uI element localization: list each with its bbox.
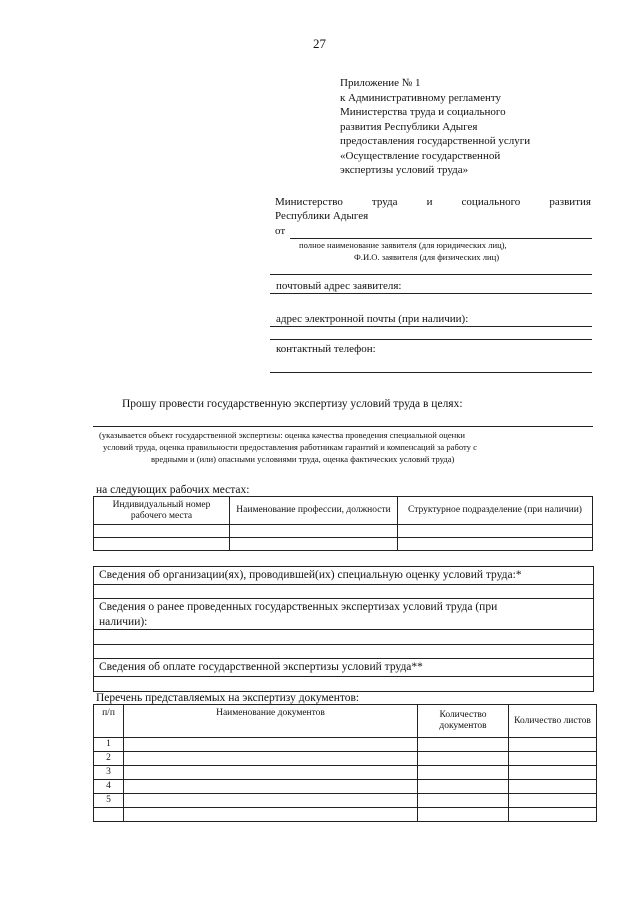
applicant-hint: полное наименование заявителя (для юридических лиц),: [299, 240, 507, 250]
request-hint: (указывается объект государственной экспертизы: оценка качества проведения специальной оценки: [99, 430, 466, 440]
row-divider: [94, 584, 593, 585]
applicant-hint: Ф.И.О. заявителя (для физических лиц): [354, 252, 500, 262]
addressee-word: труда: [371, 196, 398, 208]
header-cell: Количество документов: [418, 705, 509, 738]
addressee-line-1: [275, 196, 591, 208]
table-row: [94, 780, 597, 794]
header-cell: Наименование профессии, должности: [230, 497, 398, 525]
row-number: 1: [94, 738, 124, 752]
appendix-line: «Осуществление государственной: [340, 149, 501, 162]
phone-label: контактный телефон:: [276, 343, 376, 355]
blank-line: [270, 293, 592, 294]
table-cell[interactable]: [418, 808, 509, 822]
request-text: Прошу провести государственную экспертизу условий труда в целях:: [122, 398, 463, 410]
table-cell[interactable]: [509, 766, 597, 780]
documents-table: [93, 704, 597, 822]
table-row: [94, 808, 597, 822]
table-row: [94, 738, 597, 752]
addressee-word: Министерство: [275, 196, 343, 208]
appendix-line: Министерства труда и социального: [340, 106, 506, 118]
row-divider: [94, 676, 593, 677]
row-number: [94, 808, 124, 822]
table-cell[interactable]: [509, 738, 597, 752]
table-row: [94, 705, 597, 738]
table-cell[interactable]: [398, 538, 593, 551]
row-number: 2: [94, 752, 124, 766]
prev-expertise-label: наличии):: [99, 616, 148, 628]
blank-line: [270, 274, 592, 275]
header-cell: п/п: [94, 705, 124, 738]
applicant-line: [290, 238, 592, 239]
table-row: [94, 794, 597, 808]
addressee-word: и: [426, 196, 433, 208]
table-cell[interactable]: [418, 738, 509, 752]
table-cell[interactable]: [124, 808, 418, 822]
table-cell[interactable]: [124, 794, 418, 808]
row-divider: [94, 598, 593, 599]
appendix-line: к Административному регламенту: [340, 91, 502, 104]
row-number: 5: [94, 794, 124, 808]
workplaces-title: на следующих рабочих местах:: [96, 484, 250, 496]
blank-line: [270, 372, 592, 373]
table-cell[interactable]: [509, 794, 597, 808]
table-cell[interactable]: [230, 525, 398, 538]
table-cell[interactable]: [418, 752, 509, 766]
table-cell[interactable]: [124, 738, 418, 752]
postal-address-label: почтовый адрес заявителя:: [276, 280, 402, 292]
blank-line: [270, 326, 592, 327]
table-row: [94, 497, 593, 525]
addressee-word: развития: [549, 196, 591, 208]
row-number: 4: [94, 780, 124, 794]
table-cell[interactable]: [230, 538, 398, 551]
table-cell[interactable]: [124, 780, 418, 794]
appendix-line: развития Республики Адыгея: [340, 120, 478, 133]
table-row: [94, 766, 597, 780]
table-cell[interactable]: [509, 780, 597, 794]
request-hint: условий труда, оценка правильности предоставления работникам гарантий и компенсаций за работу с: [103, 442, 477, 452]
blank-line: [93, 426, 593, 427]
header-cell: Структурное подразделение (при наличии): [398, 497, 593, 525]
header-cell: Индивидуальный номер рабочего места: [94, 497, 230, 525]
header-cell: Наименование документов: [124, 705, 418, 738]
addressee-word: социального: [461, 196, 521, 208]
table-row: [94, 525, 593, 538]
row-number: 3: [94, 766, 124, 780]
prev-expertise-label: Сведения о ранее проведенных государственных экспертизах условий труда (при: [99, 601, 498, 613]
info-sections-box: [93, 566, 594, 692]
table-cell[interactable]: [509, 752, 597, 766]
documents-title: Перечень представляемых на экспертизу документов:: [96, 692, 360, 704]
addressee-line-2: Республики Адыгея: [275, 210, 369, 222]
table-cell[interactable]: [509, 808, 597, 822]
table-cell[interactable]: [94, 538, 230, 551]
table-cell[interactable]: [124, 752, 418, 766]
appendix-line: экспертизы условий труда»: [340, 164, 469, 176]
appendix-line: предоставления государственной услуги: [340, 135, 531, 147]
table-row: [94, 752, 597, 766]
from-label: от: [275, 225, 286, 237]
row-divider: [94, 629, 593, 630]
header-cell: Количество листов: [509, 705, 597, 738]
table-cell[interactable]: [124, 766, 418, 780]
row-divider: [94, 644, 593, 645]
payment-info-label: Сведения об оплате государственной экспертизы условий труда**: [99, 661, 423, 673]
table-row: [94, 538, 593, 551]
org-info-label: Сведения об организации(ях), проводившей(их) специальную оценку условий труда:*: [99, 569, 522, 581]
request-hint: вредными и (или) опасными условиями труда, оценка фактических условий труда): [151, 454, 455, 464]
workplaces-table: [93, 496, 593, 551]
table-cell[interactable]: [418, 766, 509, 780]
table-cell[interactable]: [94, 525, 230, 538]
blank-line: [270, 339, 592, 340]
appendix-block: [340, 76, 530, 178]
page-number: 27: [313, 36, 326, 51]
email-label: адрес электронной почты (при наличии):: [276, 313, 469, 325]
appendix-line: Приложение № 1: [340, 77, 421, 89]
table-cell[interactable]: [418, 780, 509, 794]
row-divider: [94, 658, 593, 659]
table-cell[interactable]: [418, 794, 509, 808]
table-cell[interactable]: [398, 525, 593, 538]
